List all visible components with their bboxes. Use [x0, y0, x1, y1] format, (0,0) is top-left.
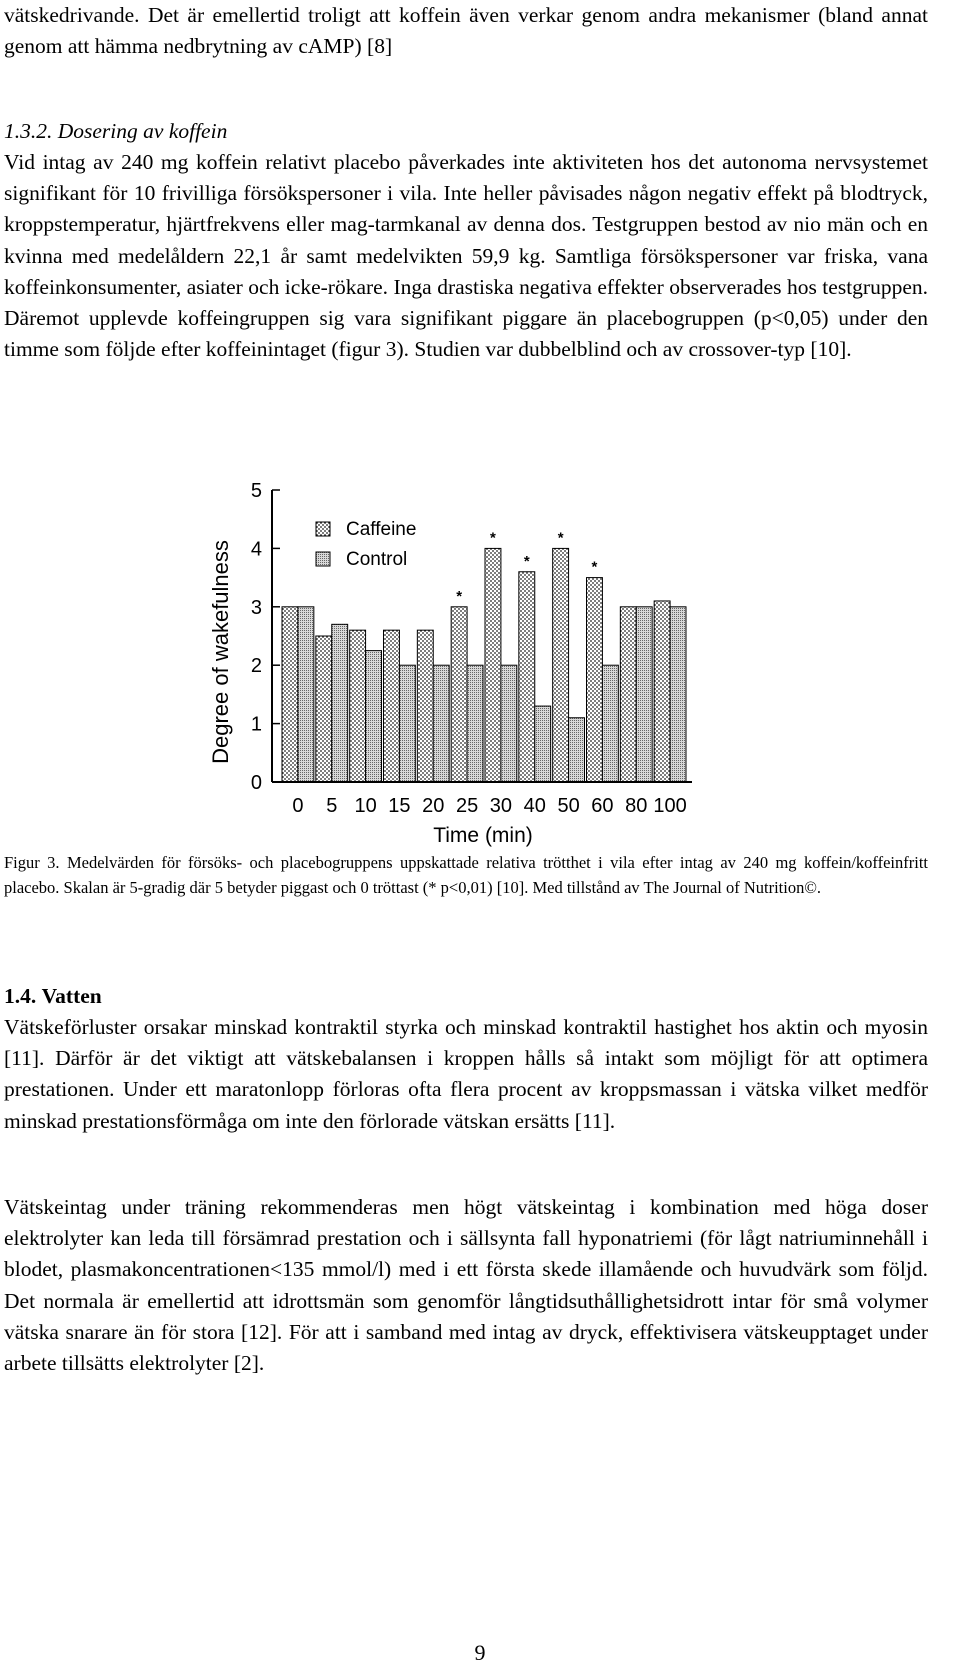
significance-marker: * — [591, 558, 598, 576]
bar-caffeine-30 — [485, 548, 501, 782]
significance-marker: * — [490, 529, 496, 547]
legend-swatch-caffeine — [316, 522, 330, 536]
bar-caffeine-25 — [451, 607, 467, 782]
bar-caffeine-80 — [620, 607, 636, 782]
x-tick-label: 20 — [422, 795, 445, 817]
bar-caffeine-60 — [587, 578, 603, 782]
legend — [316, 519, 416, 570]
bar-control-60 — [602, 665, 618, 782]
section-number: 1.4. — [4, 984, 37, 1008]
section-title: Vatten — [41, 984, 102, 1008]
bar-control-25 — [467, 665, 483, 782]
x-tick-label: 25 — [455, 795, 479, 817]
x-tick-label: 60 — [591, 795, 614, 817]
legend-swatch-control — [316, 552, 330, 566]
x-tick-label: 5 — [326, 795, 338, 817]
y-tick-label: 2 — [250, 655, 262, 678]
bar-control-30 — [501, 665, 517, 782]
significance-marker: * — [523, 552, 530, 570]
bar-caffeine-40 — [519, 572, 535, 782]
x-tick-label: 30 — [489, 795, 513, 817]
bar-caffeine-10 — [350, 630, 366, 782]
x-tick-label: 50 — [557, 795, 580, 817]
y-tick-label: 3 — [250, 596, 262, 619]
bar-caffeine-15 — [384, 630, 400, 782]
bar-control-5 — [332, 624, 348, 782]
y-axis-label-group — [208, 540, 233, 764]
y-axis-label: Degree of wakefulness — [208, 540, 233, 764]
wakefulness-chart — [200, 470, 720, 850]
y-tick-label: 0 — [250, 772, 262, 794]
x-axis-label: Time (min) — [433, 824, 533, 847]
bar-caffeine-0 — [282, 607, 298, 782]
y-ticks — [251, 480, 280, 794]
x-ticks — [292, 795, 686, 817]
x-tick-label: 40 — [523, 795, 546, 817]
significance-marker: * — [557, 529, 564, 547]
bar-control-0 — [298, 607, 314, 782]
intro-paragraph: vätskedrivande. Det är emellertid troligt att koffein även verkar genom andra mekanismer (bland annat genom att hämma nedbrytning av cAMP) [8] — [4, 3, 928, 59]
bar-control-80 — [636, 607, 652, 782]
figure-caption: Figur 3. Medelvärden för försöks- och placebogruppens uppskattade relativa trötthet i vila efter intag av 240 mg koffein/koffeinfritt placebo. Skalan är 5-gradig där 5 betyder piggast och 0 tröttast (* p<0,01) [10]. Med tillstånd av The Journal of Nutrition©. — [4, 853, 928, 897]
page-number: 9 — [474, 1640, 486, 1665]
bar-control-15 — [399, 665, 415, 782]
bar-caffeine-100 — [654, 601, 670, 782]
bar-control-40 — [535, 706, 551, 782]
x-tick-label: 0 — [292, 795, 304, 817]
x-tick-label: 80 — [625, 795, 648, 817]
x-tick-label: 15 — [388, 795, 411, 817]
legend-caffeine: Caffeine — [346, 519, 417, 540]
y-tick-label: 4 — [250, 538, 262, 561]
legend-control: Control — [346, 549, 408, 570]
bar-caffeine-20 — [417, 630, 433, 782]
bar-control-10 — [366, 651, 382, 782]
bar-caffeine-50 — [553, 548, 569, 782]
y-tick-label: 5 — [250, 480, 262, 502]
significance-marker: * — [456, 587, 463, 605]
dosering-paragraph: Vid intag av 240 mg koffein relativt placebo påverkades inte aktiviteten hos det autonoma nervsystemet signifikant för 10 frivilliga försökspersoner i vila. Inte heller påvisades någon negativ effekt på blodtryck, kroppstemperatur, hjärtfrekvens eller mag-tarmkanal av denna dos. Testgruppen bestod av nio män och en kvinna med medelåldern 22,1 år samt medelvikten 59,9 kg. Samtliga försökspersoner var friska, vana koffeinkonsumenter, asiater och icke-rökare. Inga drastiska negativa effekter observerades hos testgruppen. Däremot upplevde koffeingruppen sig vara signifikant piggare än placebogruppen (p<0,05) under den timme som följde efter koffeinintaget (figur 3). Studien var dubbelblind och av crossover-typ [10]. — [4, 150, 928, 362]
vatten-paragraph-2: Vätskeintag under träning rekommenderas men högt vätskeintag i kombination med höga doser elektrolyter kan leda till försämrad prestation och i sällsynta fall hyponatriemi (för lågt natriuminnehåll i blodet, plasmakoncentrationen<135 mmol/l) med i ett första skede illamående och huvudvärk som följd. Det normala är emellertid att idrottsmän som genomför långtidsuthållighetsidrott intar för små volymer vätska snarare än för stora [12]. För att i samband med intag av dryck, effektivisera vätskeupptaget under arbete tillsätts elektrolyter [2]. — [4, 1195, 928, 1376]
x-tick-label: 100 — [653, 795, 687, 817]
section-heading-dosering: 1.3.2. Dosering av koffein — [4, 119, 228, 143]
section-heading-vatten — [4, 981, 928, 1012]
vatten-paragraph-1: Vätskeförluster orsakar minskad kontraktil styrka och minskad kontraktil hastighet hos aktin och myosin [11]. Därför är det viktigt att vätskebalansen i kroppen hålls så intakt som möjligt för att optimera prestationen. Under ett maratonlopp förloras ofta flera procent av kroppsmassan i vätska vilket medför minskad prestationsförmåga om inte den förlorade vätskan ersätts [11]. — [4, 1015, 928, 1133]
x-tick-label: 10 — [354, 795, 377, 817]
y-tick-label: 1 — [250, 713, 262, 736]
bar-control-100 — [670, 607, 686, 782]
bars — [282, 529, 686, 782]
bar-control-50 — [569, 718, 585, 782]
bar-caffeine-5 — [316, 636, 332, 782]
bar-control-20 — [433, 665, 449, 782]
